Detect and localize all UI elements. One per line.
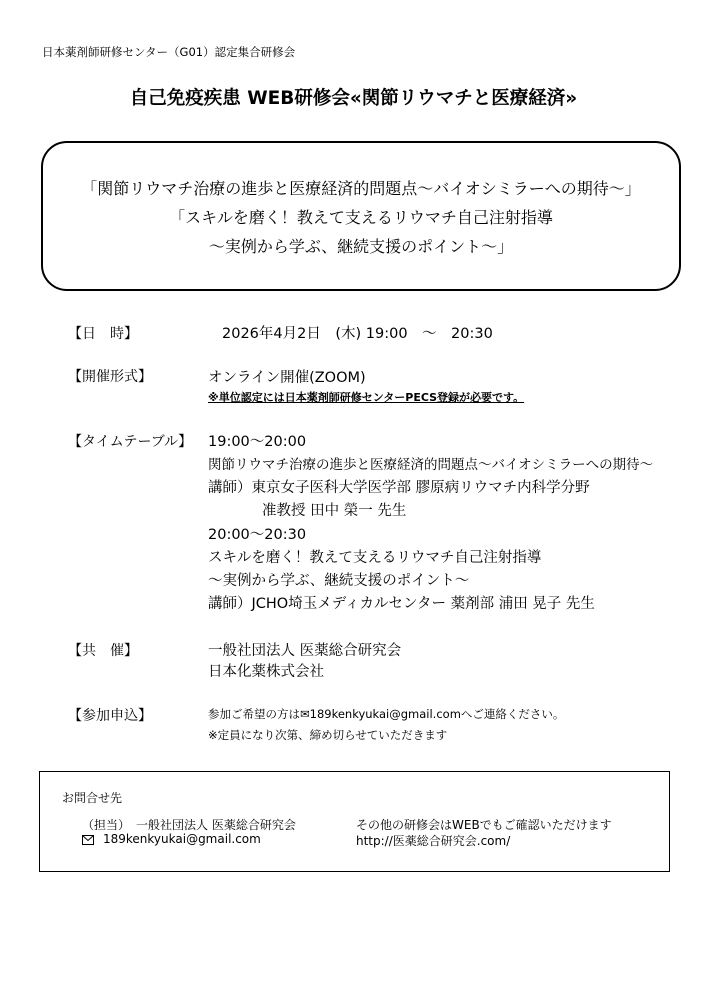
cohost-line-2: 日本化薬株式会社: [208, 664, 324, 680]
cohost-label: 【共 催】: [68, 643, 138, 659]
timetable-line-5: 20:00～20:30: [208, 527, 307, 543]
timetable-line-8: 講師）JCHO埼玉メディカルセンター 薬剤部 浦田 晃子 先生: [208, 596, 595, 612]
contact-other-note: その他の研修会はWEBでもご確認いただけます: [356, 818, 612, 832]
apply-line-2: ※定員になり次第、締め切らせていただきます: [208, 728, 448, 742]
timetable-label: 【タイムテーブル】: [68, 434, 193, 450]
format-note: ※単位認定には日本薬剤師研修センターPECS登録が必要です。: [208, 391, 525, 404]
contact-person: （担当） 一般社団法人 医薬総合研究会: [82, 818, 296, 832]
timetable-line-6: スキルを磨く！教えて支えるリウマチ自己注射指導: [208, 550, 542, 566]
format-value: オンライン開催(ZOOM): [208, 370, 366, 386]
datetime-value: 2026年4月2日 (木) 19:00 ～ 20:30: [222, 326, 493, 342]
timetable-line-1: 19:00～20:00: [208, 434, 307, 450]
datetime-label: 【日 時】: [68, 326, 138, 342]
cohost-line-1: 一般社団法人 医薬総合研究会: [208, 643, 402, 659]
timetable-line-2: 関節リウマチ治療の進歩と医療経済的問題点～バイオシミラーへの期待～: [208, 457, 654, 473]
timetable-line-3: 講師）東京女子医科大学医学部 膠原病リウマチ内科学分野: [208, 480, 590, 496]
timetable-line-7: ～実例から学ぶ、継続支援のポイント～: [208, 573, 470, 589]
organization-line: 日本薬剤師研修センター（G01）認定集合研修会: [42, 45, 296, 59]
envelope-icon: [82, 834, 96, 846]
format-label: 【開催形式】: [68, 369, 152, 385]
contact-email[interactable]: 189kenkyukai@gmail.com: [103, 832, 261, 846]
topic-line-1: 「関節リウマチ治療の進歩と医療経済的問題点～バイオシミラーへの期待～」: [81, 179, 641, 198]
apply-line-1: 参加ご希望の方は✉189kenkyukai@gmail.comへご連絡ください。: [208, 707, 565, 721]
topic-line-3: ～実例から学ぶ、継続支援のポイント～」: [208, 237, 514, 256]
apply-label: 【参加申込】: [68, 708, 152, 724]
topic-line-2: 「スキルを磨く！教えて支えるリウマチ自己注射指導: [169, 208, 553, 227]
contact-heading: お問合せ先: [62, 791, 123, 805]
page-title: 自己免疫疾患 WEB研修会«関節リウマチと医療経済»: [129, 88, 578, 109]
timetable-line-4: 准教授 田中 榮一 先生: [262, 503, 407, 519]
contact-url[interactable]: http://医薬総合研究会.com/: [356, 834, 511, 848]
